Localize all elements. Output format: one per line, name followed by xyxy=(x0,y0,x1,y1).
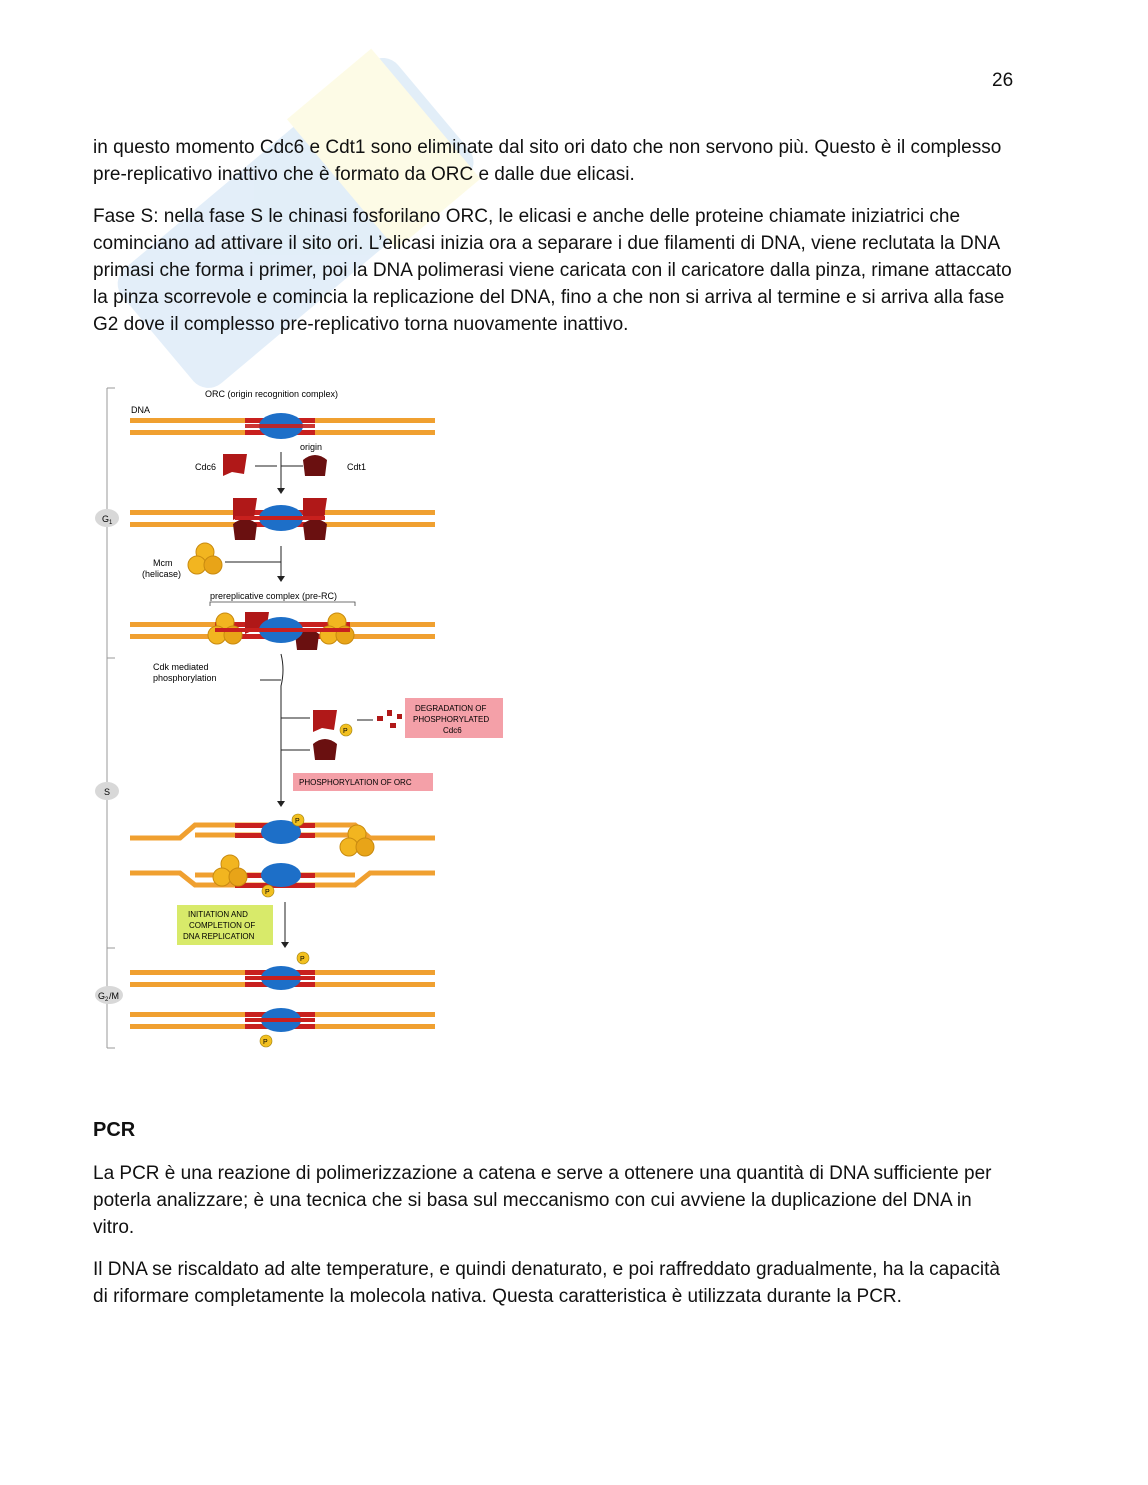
degradation-line-2: PHOSPHORYLATED xyxy=(413,715,490,724)
step-arrowhead-1 xyxy=(277,488,285,494)
mcm-helicase xyxy=(213,855,247,886)
degradation-box xyxy=(405,698,503,738)
phosphate-text: P xyxy=(295,818,300,825)
dna-row-2 xyxy=(130,498,435,540)
phosphorylation-label: phosphorylation xyxy=(153,673,217,683)
degradation-line-3: Cdc6 xyxy=(443,726,462,735)
initiation-line-3: DNA REPLICATION xyxy=(183,932,255,941)
cdc6-label: Cdc6 xyxy=(195,462,217,472)
phosphate-text: P xyxy=(263,1039,268,1046)
cdt1-label: Cdt1 xyxy=(347,462,367,472)
orc-complex xyxy=(261,863,301,887)
mcm-helicase xyxy=(340,825,374,856)
phase-g1-badge xyxy=(95,509,119,527)
mcm-helicase xyxy=(188,543,222,574)
daughter-dna-1 xyxy=(130,952,435,990)
dna-row-3 xyxy=(130,612,435,650)
degraded-fragments xyxy=(377,710,402,728)
phase-g2m-text-g: G xyxy=(98,991,106,1001)
phase-g2m-subscript: 2 xyxy=(105,997,109,1003)
daughter-dna-2 xyxy=(130,1008,435,1047)
step-arrowhead-3 xyxy=(277,801,285,807)
phosphorylation-orc-box xyxy=(293,773,433,791)
phase-g1-text: G xyxy=(102,514,110,524)
degradation-line-1: DEGRADATION OF xyxy=(415,704,487,713)
mcm-label: Mcm xyxy=(153,558,173,568)
step-arrowhead-4 xyxy=(281,942,289,948)
initiation-line-2: COMPLETION OF xyxy=(189,921,256,930)
initiation-box xyxy=(177,905,273,945)
phase-g1-subscript: 1 xyxy=(109,520,113,526)
section-heading-pcr: PCR xyxy=(93,1119,136,1141)
paragraph-3: La PCR è una reazione di polimerizzazione a catena e serve a ottenere una quantità di DNA sufficiente per poterla analizzare; è una tecnica che si basa sul meccanismo con cui avviene la duplicazione del DNA in vitro. xyxy=(93,1163,992,1238)
replication-origin-diagram xyxy=(85,380,525,1060)
phosphate-text: P xyxy=(265,889,270,896)
phosphate-text: P xyxy=(300,956,305,963)
initiation-line-1: INITIATION AND xyxy=(188,910,248,919)
origin-label: origin xyxy=(300,442,323,452)
bound-cdt1 xyxy=(233,519,257,540)
phase-g2m-badge xyxy=(95,986,123,1004)
cdk-label: Cdk mediated xyxy=(153,662,209,672)
step-arrowhead-2 xyxy=(277,576,285,582)
phosphorylated-cdc6 xyxy=(313,710,337,732)
cdt1-protein xyxy=(303,455,327,476)
cdc6-protein xyxy=(223,454,247,476)
released-cdt1 xyxy=(313,739,337,760)
bound-cdt1 xyxy=(303,519,327,540)
paragraph-2: Fase S: nella fase S le chinasi fosforilano ORC, le elicasi e anche delle proteine chiamate iniziatrici che cominciano ad attivare il sito ori. L’elicasi inizia ora a separare i due filamenti di DNA, viene reclutata la DNA primasi che forma i primer, poi la DNA polimerasi viene caricata con il caricatore dalla pinza, rimane attaccato la pinza scorrevole e comincia la replicazione del DNA, fino a che non si arriva al termine e si arriva alla fase G2 dove il complesso pre-replicativo torna nuovamente inattivo. xyxy=(93,206,1012,335)
prerc-label: prereplicative complex (pre-RC) xyxy=(210,591,338,601)
dna-label: DNA xyxy=(131,405,151,415)
phosphate-text: P xyxy=(343,728,348,735)
paragraph-1: in questo momento Cdc6 e Cdt1 sono eliminate dal sito ori dato che non servono più. Questo è il complesso pre-replicativo inattivo che è formato da ORC e dalle due elicasi. xyxy=(93,137,1002,185)
phase-s-text: S xyxy=(104,787,111,797)
replication-bubble xyxy=(130,814,435,897)
dna-row-1 xyxy=(130,413,435,439)
step-arrow-3 xyxy=(281,654,283,805)
paragraph-4: Il DNA se riscaldato ad alte temperature, e quindi denaturato, e poi raffreddato gradualmente, ha la capacità di riformare completamente la molecola nativa. Questa caratteristica è utilizzata durante la PCR. xyxy=(93,1259,1000,1307)
prerc-bracket xyxy=(210,602,355,606)
phos-orc-text: PHOSPHORYLATION OF ORC xyxy=(299,778,412,787)
helicase-label: (helicase) xyxy=(142,569,182,579)
orc-label: ORC (origin recognition complex) xyxy=(205,389,339,399)
phase-s-badge xyxy=(95,782,119,800)
page-number: 26 xyxy=(992,70,1014,91)
phase-g2m-text-m: /M xyxy=(109,991,119,1001)
